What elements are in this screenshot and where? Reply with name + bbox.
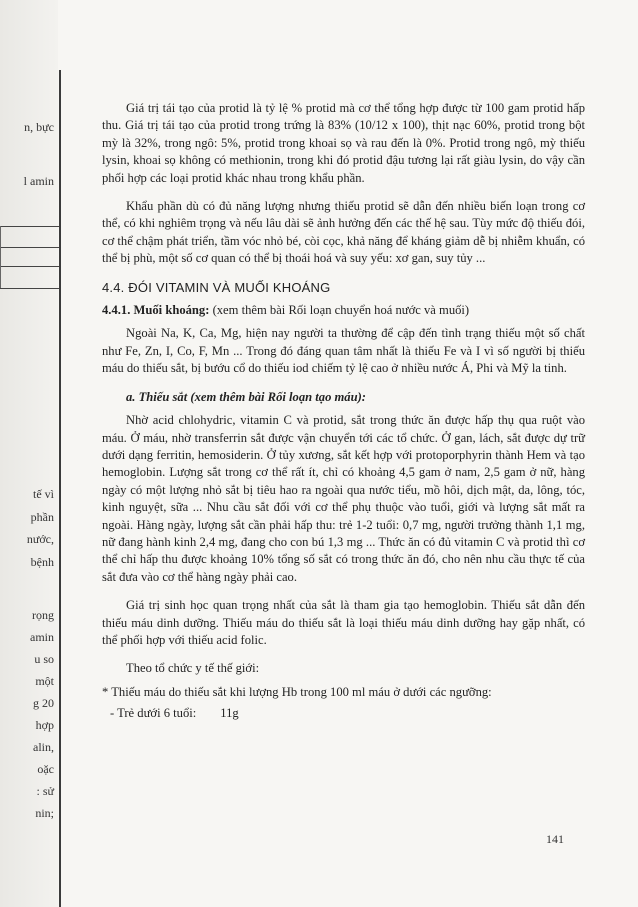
- left-page-fragment: u so: [34, 652, 54, 666]
- table-rule: [0, 288, 60, 289]
- subsection-note: (xem thêm bài Rối loạn chuyển hoá nước và muối): [209, 303, 470, 318]
- left-page-fragment: tế vì: [33, 487, 54, 501]
- left-page-fragment: oặc: [37, 762, 54, 776]
- subsection-heading: [102, 302, 585, 319]
- table-rule: [0, 226, 1, 288]
- left-page-fragment: g 20: [33, 696, 54, 710]
- page-content: [102, 100, 585, 723]
- left-page-fragment: nin;: [35, 806, 54, 820]
- bullet-item: * Thiếu máu do thiếu sắt khi lượng Hb trong 100 ml máu ở dưới các ngưỡng:: [102, 684, 492, 699]
- paragraph: Theo tổ chức y tế thế giới:: [126, 661, 260, 676]
- page-binding-line: [59, 70, 61, 907]
- section-heading: 4.4. ĐÓI VITAMIN VÀ MUỐI KHOÁNG: [102, 279, 331, 295]
- paragraph: Giá trị sinh học quan trọng nhất của sắt là tham gia tạo hemoglobin. Thiếu sắt dẫn đến thiếu máu dinh dưỡng. Thiếu máu do thiếu sắt là loại thiếu máu dinh dưỡng hay gặp nhất, có thể phối hợp với thiếu acid folic.: [102, 598, 585, 647]
- left-page-fragment: l amin: [23, 174, 54, 188]
- threshold-value: 11g: [220, 706, 239, 721]
- table-rule: [0, 266, 60, 267]
- left-page-fragment: một: [35, 674, 54, 688]
- threshold-item: [110, 705, 585, 722]
- left-page-fragment: bệnh: [30, 555, 54, 569]
- left-page-fragment: n, bực: [24, 120, 54, 134]
- left-page-fragment: alin,: [33, 740, 54, 754]
- table-rule: [0, 247, 60, 248]
- paragraph: Nhờ acid chlohydric, vitamin C và protid, sắt trong thức ăn được hấp thụ qua ruột vào máu. Ở máu, nhờ transferrin sắt được vận chuyển tới các tổ chức. Ở gan, lách, sắt được dự trữ dưới dạng ferritin, hemosiderin. Ở tủy xương, sắt kết hợp với protoporphyrin thành Hem và tạo hemoglobin. Lượng sắt trong cơ thể rất ít, chỉ có khoảng 4,5 gam ở nam, 2,5 gam ở nữ, hàng ngày có một lượng nhỏ sắt bị tiêu hao ra ngoài qua nước tiểu, mồ hôi, dịch mật, da, lông, tóc, kinh nguyệt, sữa ... Nhu cầu sắt đối với cơ thể phụ thuộc vào tuổi, giới và lượng sắt mất ra ngoài. Hàng ngày, lượng sắt cần phải hấp thu: trẻ 1-2 tuổi: 0,7 mg, người trưởng thành 1,1 mg, nữ đang hành kinh 2,4 mg, đang cho con bú 1,3 mg ... Thức ăn có đủ vitamin C và protid thì cơ thể chỉ hấp thu được khoảng 10% tổng số sắt có trong thức ăn đó, cho nên nhu cầu thực tế của sắt đưa vào cơ thể hàng ngày phải cao.: [102, 413, 585, 584]
- threshold-label: - Trẻ dưới 6 tuổi:: [110, 706, 197, 721]
- left-page-fragment: amin: [30, 630, 54, 644]
- paragraph: Khẩu phần dù có đủ năng lượng nhưng thiếu protid sẽ dẫn đến nhiều biến loạn trong cơ thể, có khi nghiêm trọng và nếu lâu dài sẽ ảnh hưởng đến các thế hệ sau. Tùy mức độ thiếu đói, cơ thể chậm phát triển, tầm vóc nhỏ bé, còi cọc, khả năng để kháng giảm dễ bị nhiễm khuẩn, có thể bị phù, một số cơ quan có thể bị thoái hoá và suy yếu: xơ gan, suy tủy ...: [102, 199, 585, 266]
- left-page-fragment: nước,: [26, 532, 54, 546]
- subsection-number-title: 4.4.1. Muối khoáng:: [102, 303, 210, 318]
- left-page-fragment: hợp: [35, 718, 54, 732]
- sub-subsection-heading: a. Thiếu sắt (xem thêm bài Rối loạn tạo máu):: [126, 389, 366, 404]
- page-number: 141: [546, 832, 564, 846]
- left-page-fragment: : sử: [36, 784, 54, 798]
- paragraph: Ngoài Na, K, Ca, Mg, hiện nay người ta thường để cập đến tình trạng thiếu một số chất như Fe, Zn, I, Co, F, Mn ... Trong đó đáng quan tâm nhất là thiếu Fe và I vì số người bị thiếu máu do thiếu sắt, bị bướu cổ do thiếu iod chiếm tỷ lệ cao ở nhiều nước Á, Phi và Mỹ la tinh.: [102, 326, 585, 376]
- left-page-fragment: phần: [30, 510, 54, 524]
- paragraph: Giá trị tái tạo của protid là tỷ lệ % protid mà cơ thể tổng hợp được từ 100 gam protid hấp thu. Giá trị tái tạo của protid trong trứng là 83% (10/12 x 100), thịt nạc 60%, protid trong bột mỳ là 32%, trong ngô: 5%, protid trong khoai sọ và rau đến là 0%. Protid trong ngô, mỳ thiếu lysin, khoai sọ không có methionin, trong khi đó protid đậu tương lại rất giàu lysin, do vậy cần phối hợp các loại protid khác nhau trong khẩu phần.: [102, 101, 585, 185]
- left-page-fragment: rọng: [32, 608, 54, 622]
- table-rule: [0, 226, 60, 227]
